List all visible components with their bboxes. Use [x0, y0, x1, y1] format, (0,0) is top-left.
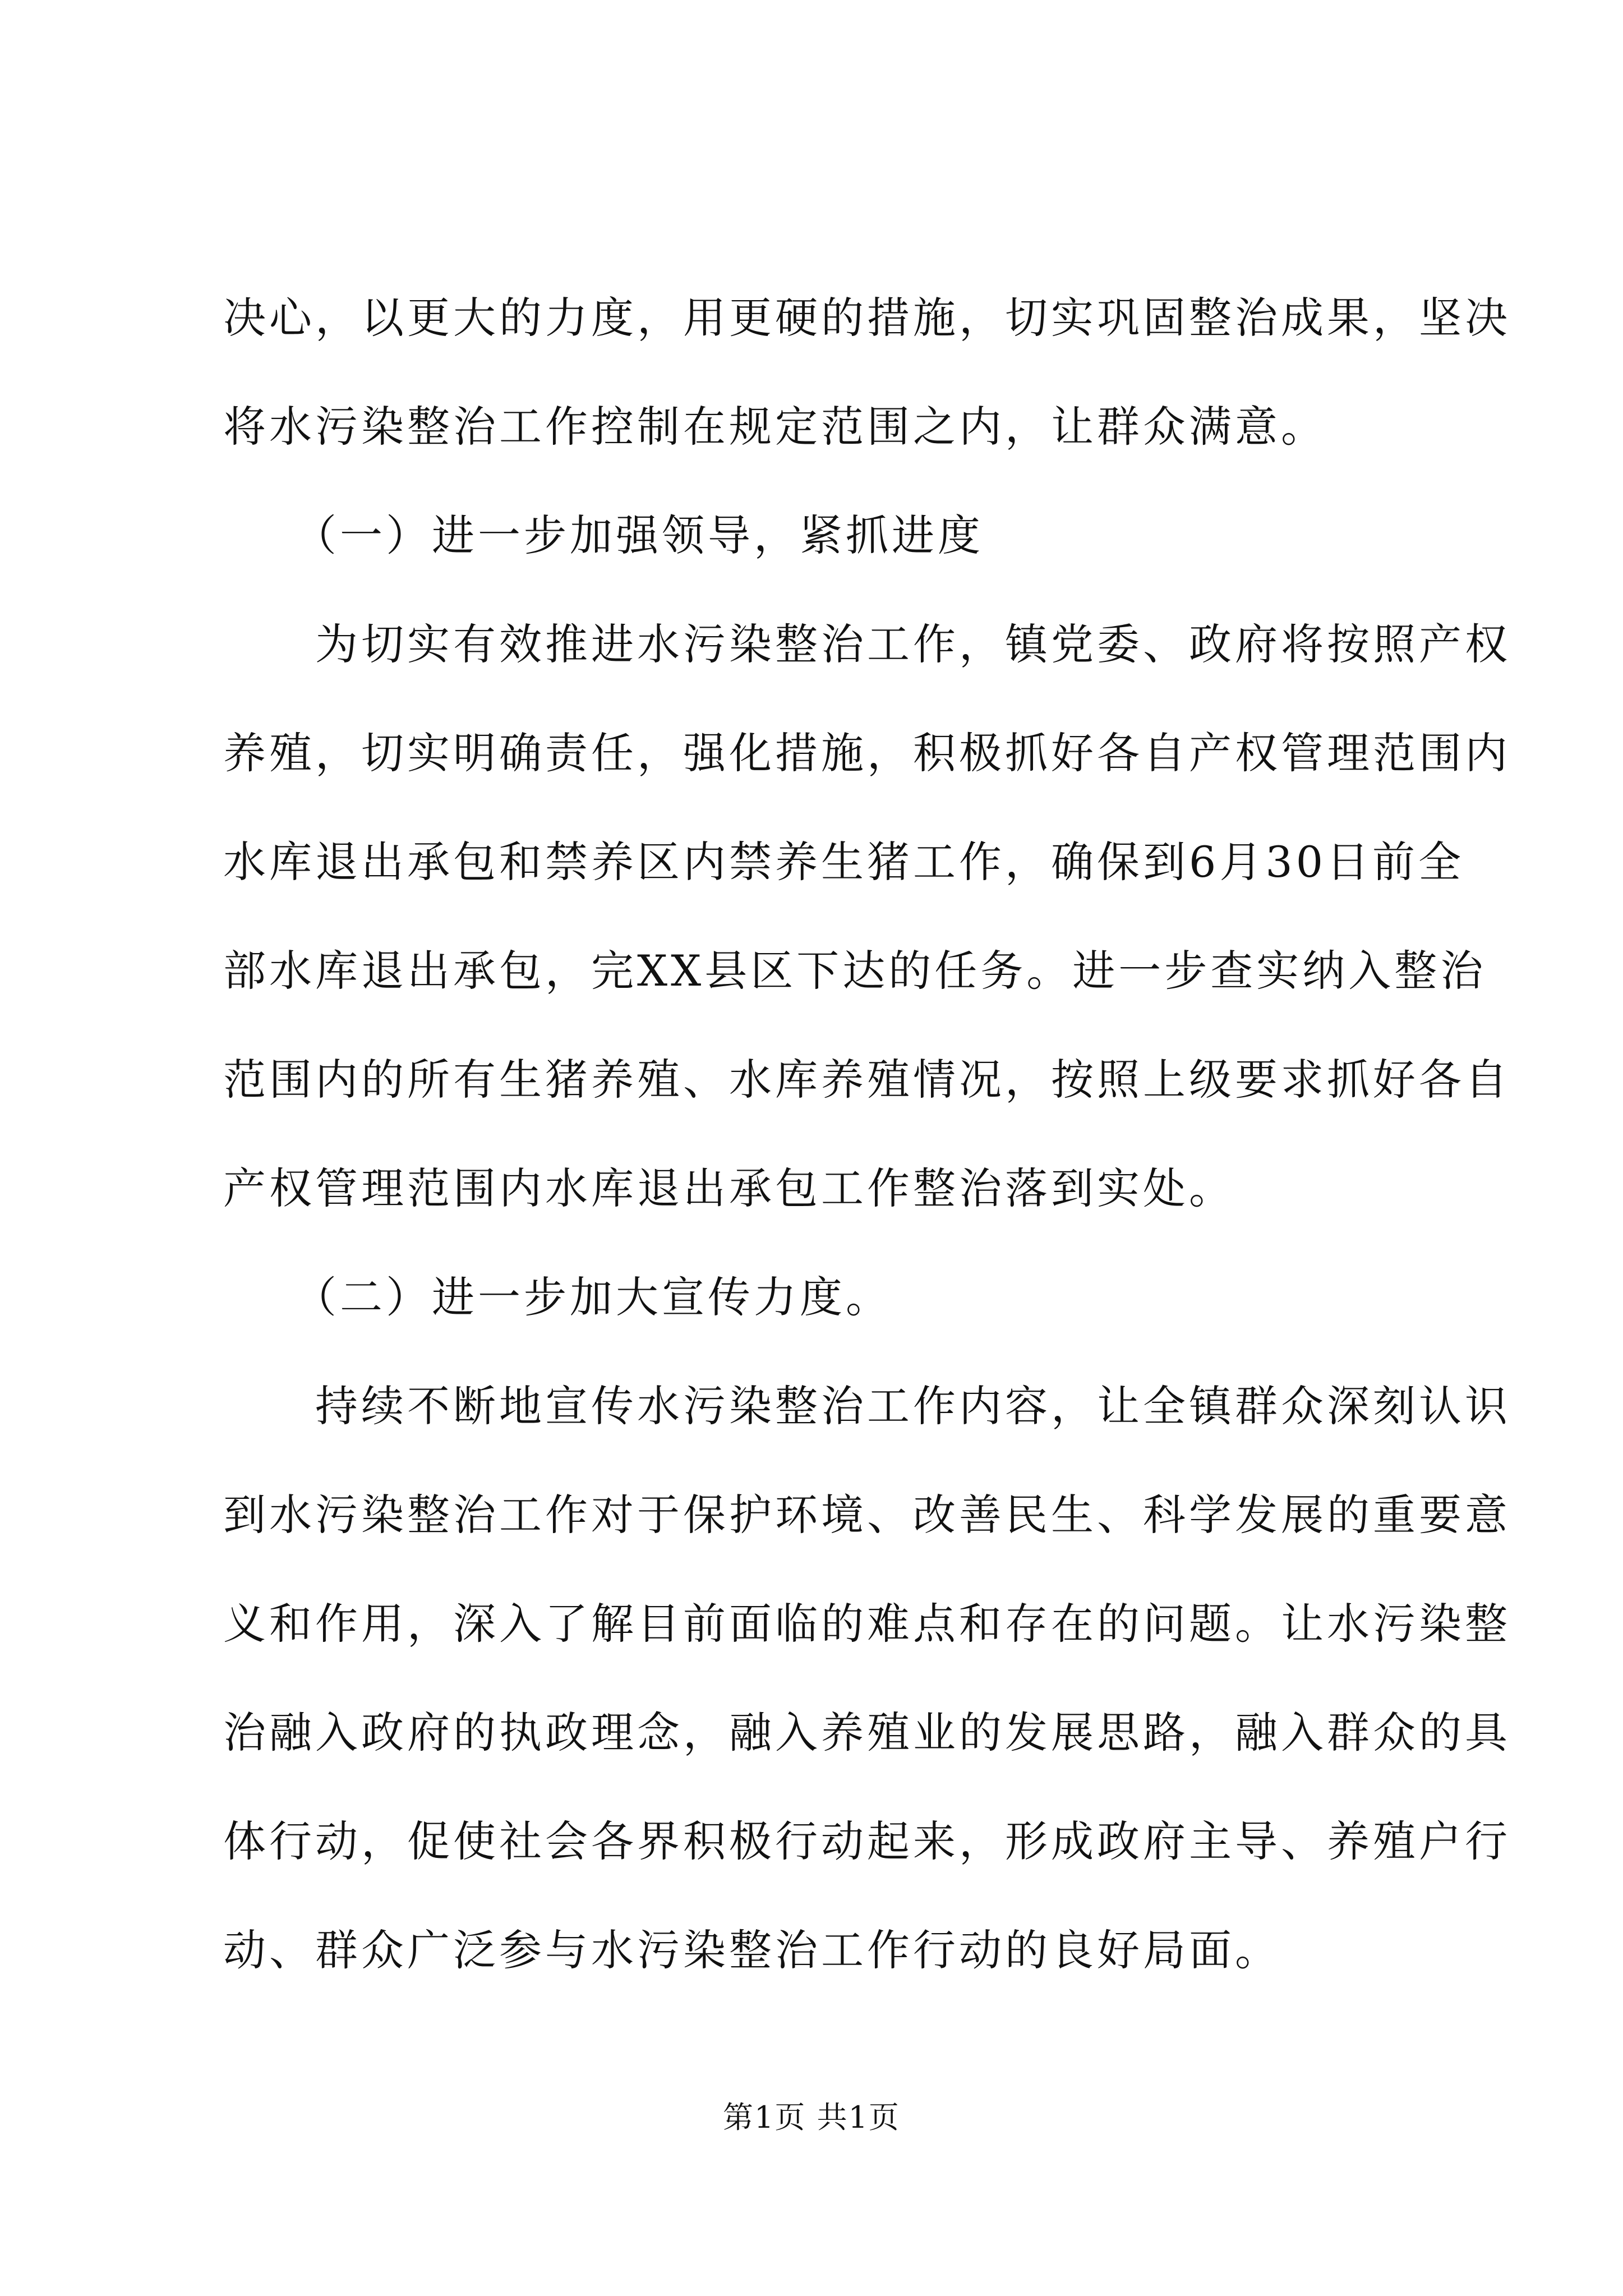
section-heading-1: （一）进一步加强领导，紧抓进度	[223, 510, 984, 560]
text-line: 产权管理范围内水库退出承包工作整治落到实处。	[223, 1163, 1235, 1213]
text-line: 持续不断地宣传水污染整治工作内容，让全镇群众深刻认识	[223, 1381, 1511, 1431]
text-line: 到水污染整治工作对于保护环境、改善民生、科学发展的重要意	[223, 1490, 1511, 1540]
text-line: 决心，以更大的力度，用更硬的措施，切实巩固整治成果，坚决	[223, 293, 1511, 343]
text-line: 部水库退出承包，完XX县区下达的任务。进一步查实纳入整治	[223, 946, 1487, 996]
text-line: 水库退出承包和禁养区内禁养生猪工作，确保到6月30日前全	[223, 837, 1465, 887]
text-line: 将水污染整治工作控制在规定范围之内，让群众满意。	[223, 402, 1327, 452]
text-line: 动、群众广泛参与水污染整治工作行动的良好局面。	[223, 1925, 1281, 1975]
section-heading-2: （二）进一步加大宣传力度。	[223, 1272, 892, 1322]
text-line: 义和作用，深入了解目前面临的难点和存在的问题。让水污染整	[223, 1599, 1511, 1649]
document-body	[223, 264, 1511, 2005]
text-line: 体行动，促使社会各界积极行动起来，形成政府主导、养殖户行	[223, 1816, 1511, 1866]
text-line: 范围内的所有生猪养殖、水库养殖情况，按照上级要求抓好各自	[223, 1055, 1511, 1105]
text-line: 治融入政府的执政理念，融入养殖业的发展思路，融入群众的具	[223, 1708, 1511, 1757]
text-line: 养殖，切实明确责任，强化措施，积极抓好各自产权管理范围内	[223, 728, 1511, 778]
page-footer	[0, 2095, 1623, 2140]
page-number-label: 第1页 共1页	[723, 2100, 900, 2135]
text-line: 为切实有效推进水污染整治工作，镇党委、政府将按照产权	[223, 619, 1511, 669]
